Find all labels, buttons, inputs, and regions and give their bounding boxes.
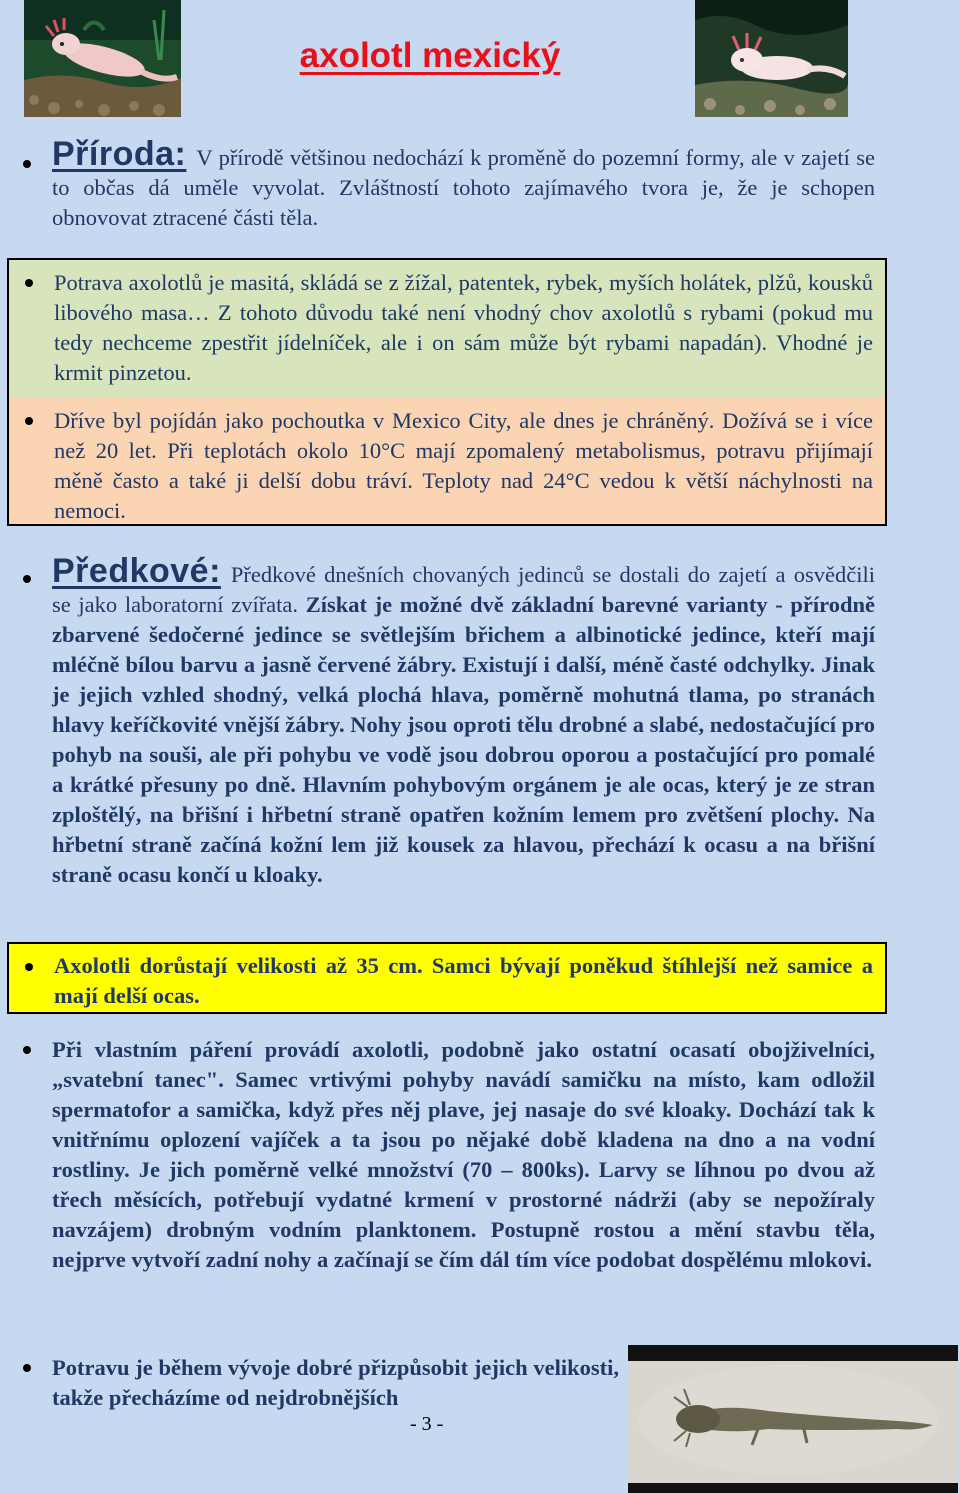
priroda-heading: Příroda: (52, 135, 187, 173)
list-item (9, 944, 885, 1011)
predkove-heading: Předkové: (52, 552, 221, 590)
pareni-text: Při vlastním páření provádí axolotli, podobně jako ostatní ocasatí obojživelníci, „svatební tanec". Samec vrtivými pohyby navádí samičku na místo, kam odložil spermatofor a samička, když přes něj plave, jej nasaje do své kloaky. Dochází tak k vnitřnímu oplození vajíček a ta jsou po nějaké době kladena na dno a na vodní rostliny. Je jich poměrně velké množství (70 – 800ks). Larvy se líhnou po dvou až třech měsících, potřebují vydatné krmení v prostorné nádrži (aby se nepožíraly navzájem) drobným vodním planktonem. Postupně rostou a mění stavbu těla, nejprve vytvoří zadní nohy a začínají se čím dál tím více podobat dospělému mlokovi. (52, 1037, 875, 1272)
list-item (7, 135, 887, 233)
predkove-text: Získat je možné dvě základní barevné varianty - přírodně zbarvené šedočerné jedince se světlejším břichem a albinotické jedince, kteří mají mléčně bílou barvu a jasně červené žábry. Existují i další, méně časté odchylky. Jinak je jejich vzhled shodný, velká plochá hlava, poměrně mohutná tlama, po stranách hlavy keříčkovité vnější žábry. Nohy jsou oproti tělu drobné a slabé, nedostačující pro pohyb na souši, ale při pohybu ve vodě jsou dobrou oporou a postačující pro pomalé a krátké přesuny po dně. Hlavním pohybovým orgánem je ale ocas, který je ze stran zploštělý, na břišní i hřbetní straně opatřen kožním lemem pro zvětšení plochy. Na hřbetní straně začíná kožní lem již kousek za hlavou, přechází k ocasu a na břišní straně ocasu končí u kloaky. (52, 592, 876, 887)
section-priroda (7, 135, 887, 233)
list-item (9, 406, 885, 526)
predkove-lead: Předkové dnešních chovaných jedinců se dostali do zajetí a osvědčili se jako laboratorní zvířata. (52, 562, 875, 617)
list-item (7, 1353, 629, 1413)
section-pareni (7, 1035, 887, 1275)
size-box (7, 942, 887, 1014)
bullet-icon (25, 963, 33, 971)
section-predkove (7, 552, 887, 890)
predkove-paragraph (52, 552, 876, 890)
page-number: - 3 - (410, 1413, 444, 1435)
diet-box (7, 258, 887, 526)
bullet-icon (23, 1364, 31, 1372)
list-item (9, 268, 885, 388)
vyvoj-text: Potravu je během vývoje dobré přizpůsobit jejich velikosti, takže přecházíme od nejdrobnějších (52, 1355, 619, 1410)
bullet-icon (23, 575, 31, 583)
list-item (7, 1035, 887, 1275)
list-item (7, 552, 887, 890)
axolotl-larva-photo (628, 1345, 958, 1493)
velikost-text: Axolotli dorůstají velikosti až 35 cm. Samci bývají poněkud štíhlejší než samice a mají delší ocas. (54, 953, 873, 1008)
bullet-icon (23, 1046, 31, 1054)
drive-text: Dříve byl pojídán jako pochoutka v Mexico City, ale dnes je chráněný. Dožívá se i více než 20 let. Při teplotách okolo 10°C mají zpomalený metabolismus, potravu přijímají měně často a také ji delší dobu tráví. Teploty nad 24°C vedou k větší náchylnosti na nemoci. (54, 408, 873, 523)
bullet-icon (25, 279, 33, 287)
bullet-icon (23, 160, 31, 168)
section-vyvoj (7, 1353, 629, 1413)
priroda-paragraph (52, 135, 875, 233)
page-title: axolotl mexický (299, 36, 561, 75)
bullet-icon (25, 417, 33, 425)
potrava-text: Potrava axolotlů je masitá, skládá se z žížal, patentek, rybek, myších holátek, plžů, kousků libového masa… Z tohoto důvodu také není vhodný chov axolotlů s rybami (pokud mu tedy nechceme zpestřit jídelníček, ale i on sám může být rybami napadán). Vhodné je krmit pinzetou. (54, 270, 873, 385)
priroda-text: V přírodě většinou nedochází k proměně do pozemní formy, ale v zajetí se to občas dá uměle vyvolat. Zvláštností tohoto zajímavého tvora je, že je schopen obnovovat ztracené části těla. (52, 145, 875, 230)
